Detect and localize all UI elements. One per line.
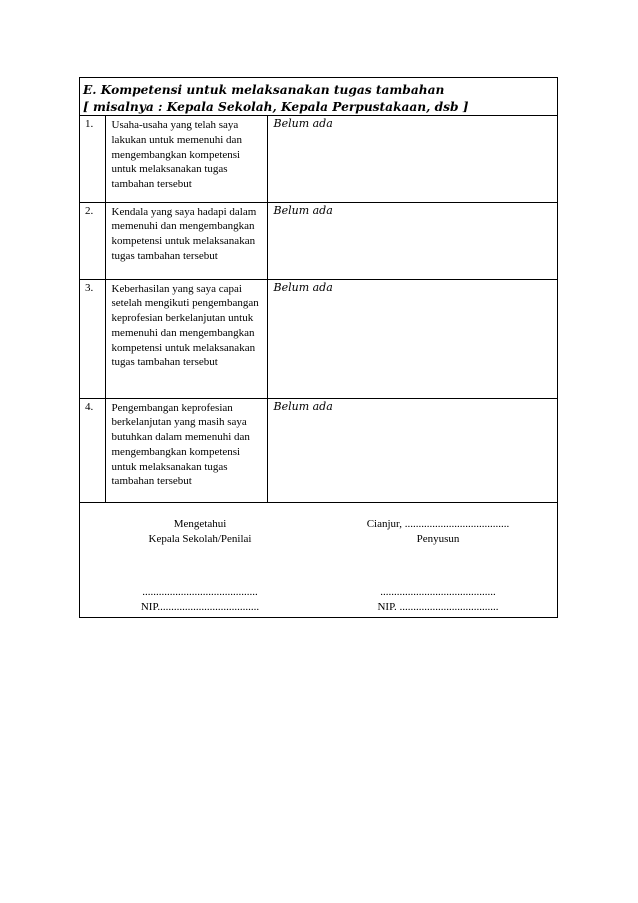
approver-label: Mengetahui	[173, 518, 227, 530]
author-signature	[318, 585, 558, 615]
author-role: Penyusun	[416, 533, 460, 545]
row-number: 1.	[80, 116, 105, 202]
items-table	[80, 116, 557, 502]
row-answer: Belum ada	[267, 202, 557, 279]
approver-role: Kepala Sekolah/Penilai	[148, 533, 252, 545]
row-number: 4.	[80, 398, 105, 502]
row-question: Kendala yang saya hadapi dalam memenuhi dan mengembangkan kompetensi untuk melaksanakan tugas tambahan tersebut	[105, 202, 267, 279]
author-name-line: ..........................................	[380, 586, 496, 598]
row-question: Usaha-usaha yang telah saya lakukan untuk memenuhi dan mengembangkan kompetensi untuk melaksanakan tugas tambahan tersebut	[105, 116, 267, 202]
section-title: E. Kompetensi untuk melaksanakan tugas tambahan	[83, 83, 445, 97]
competency-form	[79, 77, 558, 618]
table-row	[80, 202, 557, 279]
place-date: Cianjur, ......................................	[366, 518, 510, 530]
table-row	[80, 398, 557, 502]
approver-signature	[80, 585, 320, 615]
signature-block	[80, 502, 557, 617]
row-number: 2.	[80, 202, 105, 279]
section-header	[80, 78, 557, 116]
approver-name-line: ..........................................	[142, 586, 258, 598]
row-question: Keberhasilan yang saya capai setelah mengikuti pengembangan keprofesian berkelanjutan untuk memenuhi dan mengembangkan kompetensi untuk melaksanakan tugas tambahan tersebut	[105, 279, 267, 398]
approver-nip: NIP.....................................	[140, 601, 260, 613]
approver-block	[80, 517, 320, 547]
section-subtitle: [ misalnya : Kepala Sekolah, Kepala Perpustakaan, dsb ]	[83, 100, 469, 114]
table-row	[80, 279, 557, 398]
row-answer: Belum ada	[267, 398, 557, 502]
author-nip: NIP. ....................................	[377, 601, 499, 613]
author-block	[318, 517, 558, 547]
row-question: Pengembangan keprofesian berkelanjutan yang masih saya butuhkan dalam memenuhi dan mengembangkan kompetensi untuk melaksanakan tugas tambahan tersebut	[105, 398, 267, 502]
table-row	[80, 116, 557, 202]
row-number: 3.	[80, 279, 105, 398]
row-answer: Belum ada	[267, 279, 557, 398]
row-answer: Belum ada	[273, 117, 333, 130]
